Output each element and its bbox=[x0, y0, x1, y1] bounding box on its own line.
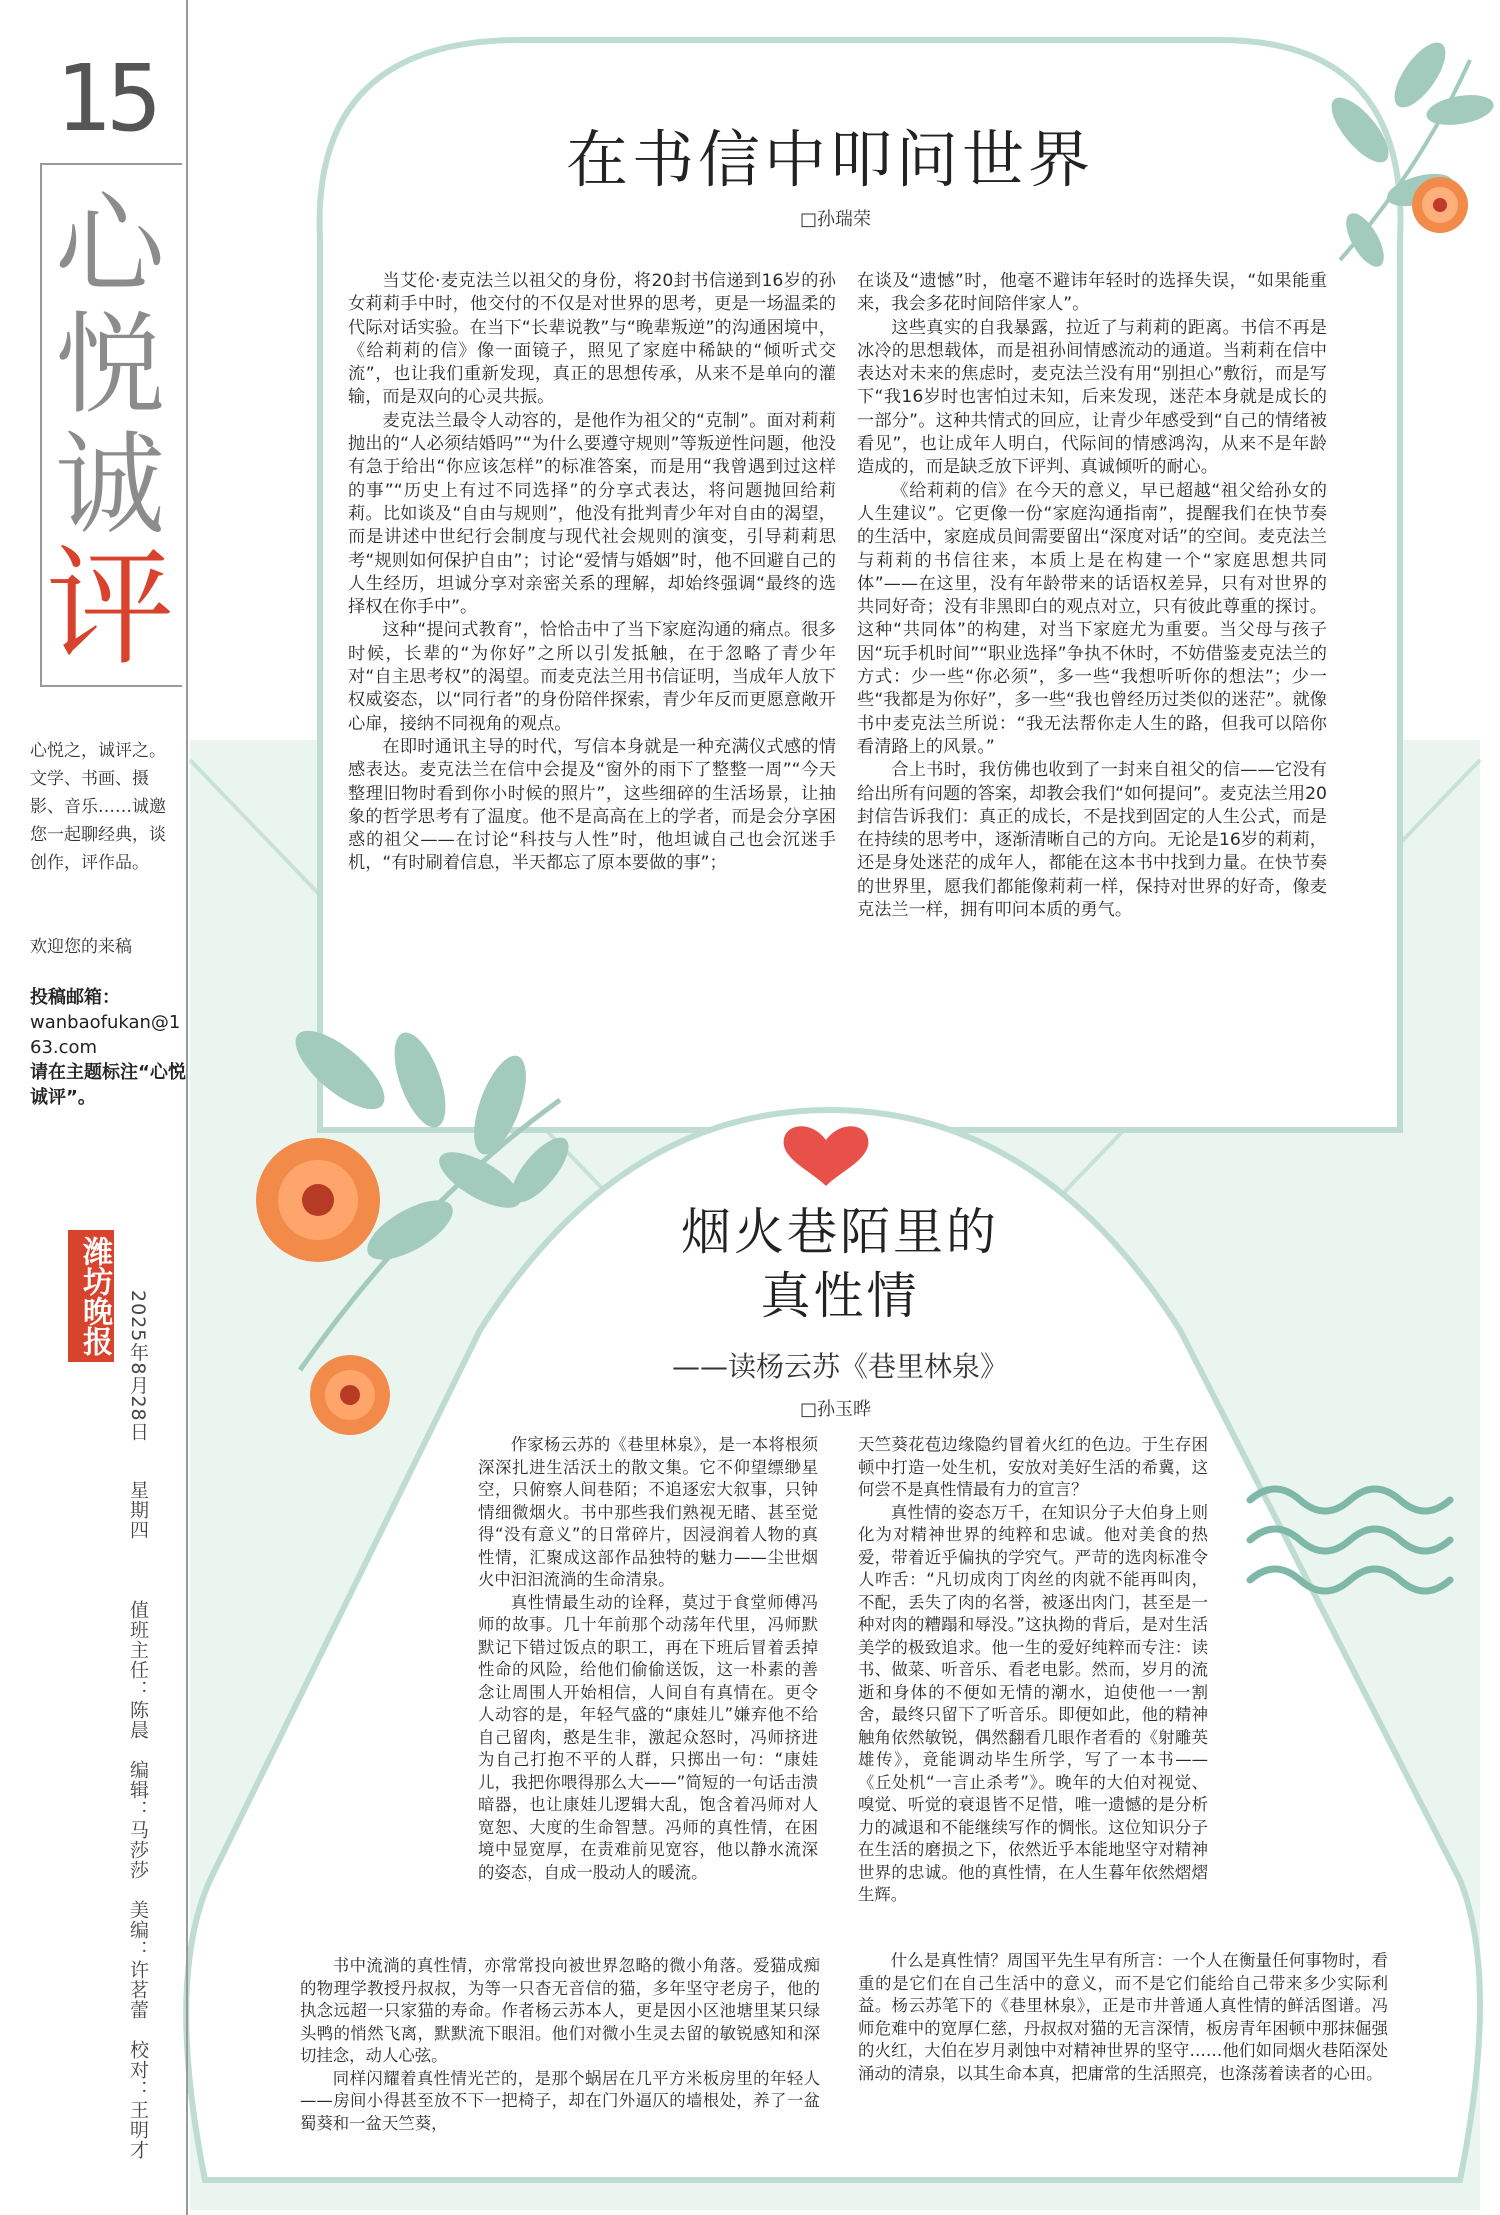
article2-column-3 bbox=[300, 1955, 820, 2135]
contact-label: 投稿邮箱： bbox=[30, 987, 120, 1008]
article1-paragraph: 这些真实的自我暴露，拉近了与莉莉的距离。书信不再是冰冷的思想载体，而是祖孙间情感流动的通道。当莉莉在信中表达对未来的焦虑时，麦克法兰没有用“别担心”敷衍，而是写下“我16岁时也害怕过未知，后来发现，迷茫本身就是成长的一部分”。这种共情式的回应，让青少年感受到“自己的情绪被看见”，也让成年人明白，代际间的情感鸿沟，从来不是年龄造成的，而是缺乏放下评判、真诚倾听的耐心。 bbox=[857, 317, 1327, 478]
issue-date: 2025年8月28日 bbox=[127, 1290, 149, 1442]
column-title-char-1: 心 bbox=[55, 181, 165, 309]
article1-column-2 bbox=[857, 270, 1327, 922]
contact-block bbox=[30, 985, 190, 1110]
article1-paragraph: 《给莉莉的信》在今天的意义，早已超越“祖父给孙女的人生建议”。它更像一份“家庭沟通指南”，提醒我们在快节奏的生活中，家庭成员间需要留出“深度对话”的空间。麦克法兰与莉莉的书信往来，本质上是在构建一个“家庭思想共同体”——在这里，没有年龄带来的话语权差异，只有对世界的共同好奇；没有非黑即白的观点对立，只有彼此尊重的探讨。这种“共同体”的构建，对当下家庭尤为重要。当父母与孩子因“玩手机时间”“职业选择”争执不休时，不妨借鉴麦克法兰的方式：少一些“你必须”，多一些“我想听听你的想法”；少一些“我都是为你好”，多一些“我也曾经历过类似的迷茫”。就像书中麦克法兰所说：“我无法帮你走人生的路，但我可以陪你看清路上的风景。” bbox=[857, 480, 1327, 757]
article1-paragraph: 当艾伦·麦克法兰以祖父的身份，将20封书信递到16岁的孙女莉莉手中时，他交付的不仅是对世界的思考，更是一场温柔的代际对话实验。在当下“长辈说教”与“晚辈叛逆”的沟通困境中，《给莉莉的信》像一面镜子，照见了家庭中稀缺的“倾听式交流”，也让我们重新发现，真正的思想传承，从来不是单向的灌输，而是双向的心灵共振。 bbox=[348, 271, 836, 408]
column-title-char-3: 诚 bbox=[55, 421, 165, 549]
article1-paragraph: 在谈及“遗憾”时，他毫不避讳年轻时的选择失误，“如果能重来，我会多花时间陪伴家人”。 bbox=[857, 271, 1327, 315]
welcome-text: 欢迎您的来稿 bbox=[30, 937, 132, 957]
article2-paragraph: 什么是真性情？周国平先生早有所言：一个人在衡量任何事物时，看重的是它们在自己生活中的意义，而不是它们能给自己带来多少实际利益。杨云苏笔下的《巷里林泉》，正是市井普通人真性情的鲜活图谱。冯师危难中的宽厚仁慈，丹叔叔对猫的无言深情，板房青年困顿中那抹倔强的火红，大伯在岁月剥蚀中对精神世界的坚守……他们如同烟火巷陌深处涌动的清泉，以其生命本真，把庸常的生活照亮，也涤荡着读者的心田。 bbox=[858, 1951, 1388, 2083]
article1-byline: □孙瑞荣 bbox=[800, 209, 872, 230]
article2-column-2 bbox=[858, 1434, 1208, 1907]
flower-icon bbox=[1412, 177, 1468, 233]
article2-paragraph: 天竺葵花苞边缘隐约冒着火红的色边。于生存困顿中打造一处生机，安放对美好生活的希冀，这何尝不是真性情最有力的宣言？ bbox=[858, 1435, 1208, 1499]
article1-paragraph: 在即时通讯主导的时代，写信本身就是一种充满仪式感的情感表达。麦克法兰在信中会提及“窗外的雨下了整整一周”“今天整理旧物时看到你小时候的照片”，这些细碎的生活场景，让抽象的哲学思考有了温度。他不是高高在上的学者，而是会分享困惑的祖父——在讨论“科技与人性”时，他坦诚自己也会沉迷手机，“有时刷着信息，半天都忘了原本要做的事”； bbox=[348, 736, 836, 874]
article2-title-line1: 烟火巷陌里的 bbox=[681, 1203, 999, 1261]
flower-small-icon bbox=[310, 1355, 390, 1435]
article2-byline: □孙玉晔 bbox=[800, 1399, 872, 1420]
article2-paragraph: 真性情的姿态万千，在知识分子大伯身上则化为对精神世界的纯粹和忠诚。他对美食的热爱，带着近乎偏执的学究气。严苛的选肉标准令人咋舌：“凡切成肉丁肉丝的肉就不能再叫肉，不配，丢失了肉的名誉，被逐出肉门，甚至是一种对肉的糟蹋和辱没。”这执拗的背后，是对生活美学的极致追求。他一生的爱好纯粹而专注：读书、做菜、听音乐、看老电影。然而，岁月的流逝和身体的不便如无情的潮水，迫使他一一割舍，最终只留下了听音乐。即便如此，他的精神触角依然敏锐，偶然翻看几眼作者看的《射雕英雄传》，竟能调动毕生所学，写了一本书——《丘处机“一言止杀考”》。晚年的大伯对视觉、嗅觉、听觉的衰退皆不足惜，唯一遗憾的是分析力的减退和不能继续写作的惆怅。这位知识分子在生活的磨损之下，依然近乎本能地坚守对精神世界的忠诚。他的真性情，在人生暮年依然熠熠生辉。 bbox=[858, 1502, 1208, 1904]
flower-large-icon bbox=[256, 1138, 380, 1262]
article2-paragraph: 真性情最生动的诠释，莫过于食堂师傅冯师的故事。几十年前那个动荡年代里，冯师默默记下错过饭点的职工，再在下班后冒着丢掉性命的风险，给他们偷偷送饭，这一朴素的善念让周围人开始相信，人间自有真情在。更令人动容的是，年轻气盛的“康娃儿”嫌弃他不给自己留肉，憨是生非，激起众怒时，冯师挤进为自己打抱不平的人群，只掷出一句：“康娃儿，我把你喂得那么大——”简短的一句话击溃暗器，也让康娃儿逻辑大乱，饱含着冯师对人宽恕、大度的生命智慧。冯师的真性情，在困境中显宽厚，在责难前见宽容，他以静水流深的姿态，自成一股动人的暖流。 bbox=[478, 1592, 818, 1882]
staff-credits: 值班主任：陈晨 编辑：马莎莎 美编：许茗蕾 校对：王明才 bbox=[127, 1600, 149, 2160]
contact-note: 请在主题标注“心悦诚评”。 bbox=[30, 1062, 186, 1108]
article1-paragraph: 这种“提问式教育”，恰恰击中了当下家庭沟通的痛点。很多时候，长辈的“为你好”之所以引发抵触，在于忽略了青少年对“自主思考权”的渴望。而麦克法兰用书信证明，当成年人放下权威姿态，以“同行者”的身份陪伴探索，青少年反而更愿意敞开心扉，接纳不同视角的观点。 bbox=[348, 620, 836, 734]
article2-column-4 bbox=[858, 1950, 1388, 2085]
article1-title: 在书信中叩问世界 bbox=[565, 123, 1094, 196]
column-title-char-2: 悦 bbox=[55, 301, 165, 429]
article2-column-1 bbox=[478, 1434, 818, 1884]
paper-name-badge: 潍坊晚报 bbox=[68, 1230, 114, 1362]
article1-column-1 bbox=[348, 270, 836, 876]
contact-email[interactable]: wanbaofukan@163.com bbox=[30, 1012, 181, 1058]
article2-title-line2: 真性情 bbox=[760, 1267, 920, 1325]
page-number: 15 bbox=[55, 45, 158, 152]
article2-paragraph: 同样闪耀着真性情光芒的，是那个蜗居在几平方米板房里的年轻人——房间小得甚至放不下一把椅子，却在门外逼仄的墙根处，养了一盆蜀葵和一盆天竺葵， bbox=[300, 2068, 820, 2133]
article2-subtitle: ——读杨云苏《巷里林泉》 bbox=[671, 1350, 1008, 1383]
article1-paragraph: 麦克法兰最令人动容的，是他作为祖父的“克制”。面对莉莉抛出的“人必须结婚吗”“为什么要遵守规则”等叛逆性问题，他没有急于给出“你应该怎样”的标准答案，而是用“我曾遇到过这样的事”“历史上有过不同选择”的分享式表达，将问题抛回给莉莉。比如谈及“自由与规则”，他没有批判青少年对自由的渴望，而是讲述中世纪行会制度与现代社会规则的演变，引导莉莉思考“规则如何保护自由”；讨论“爱情与婚姻”时，他不回避自己的人生经历，坦诚分享对亲密关系的理解，却始终强调“最终的选择权在你手中”。 bbox=[348, 410, 836, 618]
article2-paragraph: 作家杨云苏的《巷里林泉》，是一本将根须深深扎进生活沃土的散文集。它不仰望缥缈星空，只俯察人间巷陌；不追逐宏大叙事，只钟情细微烟火。书中那些我们熟视无睹、甚至觉得“没有意义”的日常碎片，因浸润着人物的真性情，汇聚成这部作品独特的魅力——尘世烟火中汩汩流淌的生命清泉。 bbox=[478, 1435, 818, 1589]
article2-paragraph: 书中流淌的真性情，亦常常投向被世界忽略的微小角落。爱猫成痴的物理学教授丹叔叔，为等一只杳无音信的猫，多年坚守老房子，他的执念远超一只家猫的寿命。作者杨云苏本人，更是因小区池塘里某只绿头鸭的悄然飞离，默默流下眼泪。他们对微小生灵去留的敏锐感知和深切挂念，动人心弦。 bbox=[300, 1956, 820, 2065]
article2-title bbox=[580, 1200, 1100, 1328]
issue-weekday: 星期四 bbox=[127, 1480, 149, 1540]
article1-paragraph: 合上书时，我仿佛也收到了一封来自祖父的信——它没有给出所有问题的答案，却教会我们“如何提问”。麦克法兰用20封信告诉我们：真正的成长，不是找到固定的人生公式，而是在持续的思考中，逐渐清晰自己的方向。无论是16岁的莉莉，还是身处迷茫的成年人，都能在这本书中找到力量。在快节奏的世界里，愿我们都能像莉莉一样，保持对世界的好奇，像麦克法兰一样，拥有叩问本质的勇气。 bbox=[857, 760, 1327, 921]
column-intro: 心悦之，诚评之。文学、书画、摄影、音乐……诚邀您一起聊经典，谈创作，评作品。 bbox=[30, 741, 166, 873]
column-title-char-4: 评 bbox=[45, 534, 174, 683]
